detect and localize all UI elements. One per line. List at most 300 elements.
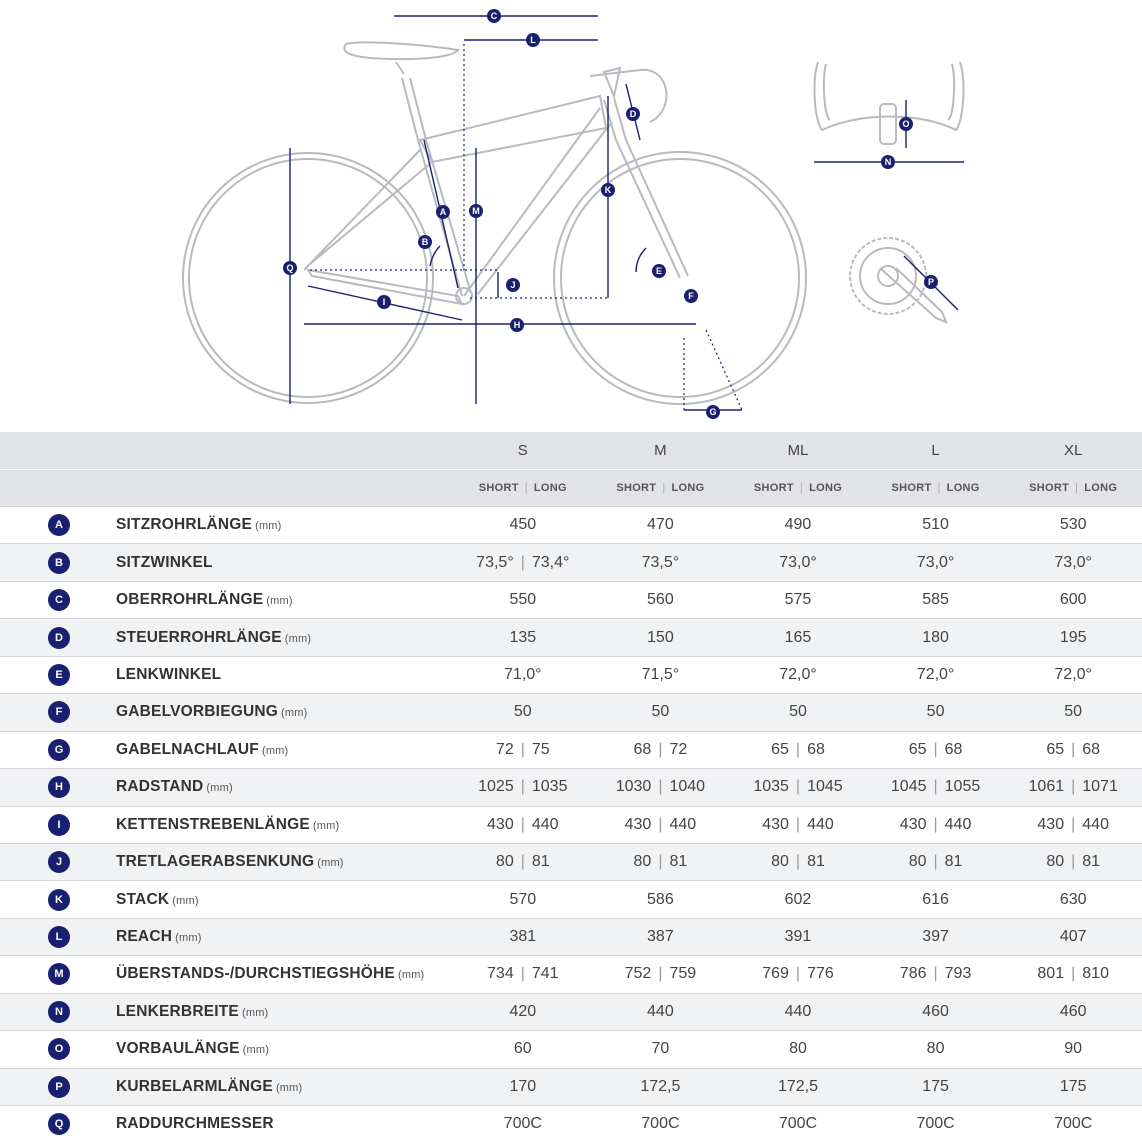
value-cell	[729, 656, 867, 693]
row-letter-cell	[0, 843, 116, 880]
value-cell	[729, 769, 867, 806]
value-long: 440	[944, 815, 972, 833]
table-row	[0, 1106, 1142, 1143]
measurement-name: SITZWINKEL	[116, 553, 213, 571]
value-long: 73,4°	[531, 553, 570, 571]
value-cell	[1004, 1106, 1142, 1143]
value-cell	[1004, 918, 1142, 955]
value-short: 65	[908, 740, 927, 758]
measurement-name: GABELNACHLAUF	[116, 740, 259, 758]
value-short: 700C	[916, 1115, 955, 1133]
value-long: 759	[669, 965, 697, 983]
row-letter-badge: D	[48, 627, 70, 649]
value-long: 810	[1082, 965, 1109, 983]
table-row	[0, 993, 1142, 1030]
value-long: 81	[531, 853, 550, 871]
value-cell	[592, 993, 730, 1030]
value-short: 1045	[890, 778, 927, 796]
size-header: XL	[1004, 432, 1142, 470]
marker-E	[652, 264, 666, 278]
measurement-name: RADDURCHMESSER	[116, 1115, 274, 1133]
row-letter-cell	[0, 1031, 116, 1068]
value-separator: |	[1071, 853, 1076, 871]
marker-N	[881, 155, 895, 169]
value-cell	[867, 1068, 1005, 1105]
table-row	[0, 918, 1142, 955]
value-short: 50	[926, 703, 945, 721]
value-cell	[867, 581, 1005, 618]
value-separator: |	[658, 965, 663, 983]
value-short: 700C	[778, 1115, 818, 1133]
value-cell	[454, 581, 592, 618]
value-short: 490	[784, 516, 812, 534]
value-cell	[592, 731, 730, 768]
row-letter-badge: F	[48, 701, 70, 723]
value-short: 440	[784, 1002, 812, 1020]
value-cell	[867, 769, 1005, 806]
value-short: 80	[495, 853, 514, 871]
marker-Q	[283, 261, 297, 275]
value-short: 786	[899, 965, 927, 983]
value-cell	[454, 656, 592, 693]
value-cell	[592, 1031, 730, 1068]
value-long: 81	[807, 853, 825, 871]
value-cell	[1004, 881, 1142, 918]
value-short: 700C	[1054, 1115, 1093, 1133]
size-header: S	[454, 432, 592, 470]
measurement-unit: (mm)	[281, 707, 308, 720]
marker-letter: A	[439, 207, 447, 217]
row-name-cell	[116, 1031, 454, 1068]
table-row	[0, 1031, 1142, 1068]
value-short: 175	[922, 1077, 949, 1095]
variant-long-label: LONG	[533, 482, 567, 494]
header-empty	[116, 470, 454, 507]
row-name-cell	[116, 956, 454, 993]
value-short: 430	[1037, 815, 1065, 833]
value-cell	[729, 694, 867, 731]
row-name-cell	[116, 656, 454, 693]
value-cell	[729, 544, 867, 581]
value-short: 1025	[478, 778, 514, 796]
value-short: 616	[922, 890, 949, 908]
value-cell	[454, 918, 592, 955]
value-short: 602	[784, 890, 812, 908]
value-long: 741	[531, 965, 559, 983]
value-cell	[867, 731, 1005, 768]
value-short: 575	[784, 591, 812, 609]
value-short: 80	[789, 1040, 807, 1058]
value-separator: |	[795, 740, 801, 758]
bike-geometry-diagram	[0, 0, 1142, 432]
measurement-unit: (mm)	[241, 1006, 269, 1019]
value-cell	[454, 843, 592, 880]
value-short: 801	[1037, 965, 1065, 983]
table-row	[0, 843, 1142, 880]
value-long: 75	[531, 740, 550, 758]
row-letter-badge: M	[48, 963, 70, 985]
marker-L	[526, 33, 540, 47]
value-separator: |	[520, 740, 525, 758]
row-name-cell	[116, 993, 454, 1030]
row-letter-cell	[0, 507, 116, 544]
marker-letter: E	[655, 266, 663, 276]
measurement-unit: (mm)	[317, 857, 344, 870]
value-cell	[592, 843, 730, 880]
marker-G	[706, 405, 720, 419]
measurement-name: ÜBERSTANDS-/DURCHSTIEGSHÖHE	[116, 965, 395, 983]
handlebar-top-view	[814, 62, 964, 162]
marker-J	[506, 278, 520, 292]
value-long: 1035	[531, 778, 568, 796]
value-short: 586	[647, 890, 674, 908]
value-short: 65	[1046, 740, 1065, 758]
table-row	[0, 656, 1142, 693]
variant-short-label: SHORT	[1029, 482, 1070, 494]
value-cell	[454, 881, 592, 918]
variant-long-label: LONG	[946, 482, 980, 494]
value-short: 80	[1046, 853, 1065, 871]
value-short: 172,5	[777, 1077, 818, 1095]
value-short: 72,0°	[1054, 665, 1092, 683]
table-row	[0, 507, 1142, 544]
value-cell	[1004, 731, 1142, 768]
marker-B	[418, 235, 432, 249]
value-short: 407	[1059, 928, 1087, 946]
row-letter-badge: L	[48, 926, 70, 948]
geometry-table	[0, 432, 1142, 1143]
value-long: 440	[669, 815, 697, 833]
value-cell	[729, 843, 867, 880]
marker-letter: P	[927, 277, 935, 287]
row-letter-badge: I	[48, 814, 70, 836]
value-separator: |	[795, 853, 801, 871]
row-letter-cell	[0, 731, 116, 768]
row-letter-cell	[0, 1106, 116, 1143]
value-short: 700C	[641, 1115, 680, 1133]
row-name-cell	[116, 843, 454, 880]
value-short: 391	[784, 928, 812, 946]
value-short: 1061	[1028, 778, 1065, 796]
row-letter-badge: K	[48, 889, 70, 911]
value-long: 1071	[1082, 778, 1118, 796]
row-letter-badge: Q	[48, 1113, 70, 1135]
marker-D	[626, 107, 640, 121]
value-cell	[729, 1068, 867, 1105]
marker-letter: M	[472, 206, 480, 216]
value-cell	[592, 881, 730, 918]
value-short: 420	[509, 1002, 537, 1020]
marker-letter: H	[513, 320, 521, 330]
value-separator: |	[1071, 778, 1076, 796]
value-cell	[729, 806, 867, 843]
value-short: 80	[633, 853, 652, 871]
value-short: 510	[922, 516, 949, 534]
value-cell	[729, 1106, 867, 1143]
value-cell	[1004, 993, 1142, 1030]
value-short: 430	[624, 815, 652, 833]
value-long: 81	[1082, 853, 1101, 871]
variant-short-label: SHORT	[616, 482, 657, 494]
value-short: 600	[1059, 591, 1087, 609]
value-long: 81	[669, 853, 688, 871]
marker-letter: N	[884, 157, 892, 167]
row-letter-badge: B	[48, 552, 70, 574]
value-cell	[1004, 656, 1142, 693]
value-separator: |	[520, 815, 525, 833]
value-cell	[1004, 806, 1142, 843]
value-long: 440	[1082, 815, 1109, 833]
row-name-cell	[116, 507, 454, 544]
value-cell	[1004, 507, 1142, 544]
row-letter-badge: A	[48, 514, 70, 536]
marker-letter: F	[688, 291, 694, 301]
row-letter-cell	[0, 694, 116, 731]
row-name-cell	[116, 881, 454, 918]
variant-header	[729, 470, 867, 507]
value-cell	[729, 881, 867, 918]
value-cell	[592, 544, 730, 581]
row-letter-badge: H	[48, 776, 70, 798]
value-cell	[867, 956, 1005, 993]
marker-M	[469, 204, 483, 218]
value-short: 73,0°	[916, 553, 955, 571]
marker-letter: I	[382, 297, 386, 307]
value-cell	[867, 806, 1005, 843]
measurement-unit: (mm)	[261, 744, 289, 757]
value-separator: |	[658, 853, 663, 871]
value-cell	[867, 843, 1005, 880]
value-short: 50	[1064, 703, 1083, 721]
value-cell	[592, 619, 730, 656]
value-cell	[867, 1031, 1005, 1068]
measurement-name: STEUERROHRLÄNGE	[116, 628, 282, 646]
value-short: 72,0°	[916, 665, 955, 683]
row-letter-badge: C	[48, 589, 70, 611]
table-row	[0, 806, 1142, 843]
value-short: 430	[487, 815, 514, 833]
value-cell	[729, 956, 867, 993]
value-cell	[867, 656, 1005, 693]
value-cell	[729, 619, 867, 656]
value-short: 180	[922, 628, 949, 646]
value-short: 73,0°	[779, 553, 817, 571]
value-cell	[592, 581, 730, 618]
value-separator: |	[658, 740, 663, 758]
value-long: 1045	[807, 778, 843, 796]
measurement-unit: (mm)	[242, 1044, 270, 1057]
row-letter-badge: J	[48, 851, 70, 873]
table-row	[0, 619, 1142, 656]
table-row	[0, 1068, 1142, 1105]
value-cell	[1004, 1068, 1142, 1105]
bike-frame	[304, 42, 688, 304]
value-short: 65	[771, 740, 789, 758]
value-short: 72	[495, 740, 514, 758]
geometry-table-body	[0, 507, 1142, 1143]
row-name-cell	[116, 694, 454, 731]
variant-header	[592, 470, 730, 507]
marker-letter: O	[902, 119, 910, 129]
value-short: 73,5°	[476, 553, 514, 571]
value-short: 73,5°	[641, 553, 680, 571]
value-long: 1040	[669, 778, 706, 796]
variant-header-row	[0, 470, 1142, 507]
measurement-name: KETTENSTREBENLÄNGE	[116, 815, 310, 833]
value-short: 630	[1059, 890, 1087, 908]
size-header-row	[0, 432, 1142, 470]
value-separator: |	[933, 778, 938, 796]
value-short: 381	[509, 928, 537, 946]
value-cell	[454, 507, 592, 544]
value-separator: |	[933, 965, 938, 983]
value-cell	[867, 544, 1005, 581]
row-letter-cell	[0, 956, 116, 993]
value-separator: |	[520, 778, 525, 796]
row-name-cell	[116, 769, 454, 806]
value-short: 460	[1059, 1002, 1087, 1020]
value-short: 60	[513, 1040, 532, 1058]
marker-A	[436, 205, 450, 219]
value-short: 450	[509, 516, 537, 534]
value-cell	[867, 993, 1005, 1030]
marker-letter: G	[709, 407, 717, 417]
value-cell	[454, 544, 592, 581]
value-cell	[867, 1106, 1005, 1143]
value-short: 50	[789, 703, 807, 721]
value-long: 1055	[944, 778, 981, 796]
value-separator: |	[933, 740, 938, 758]
row-letter-cell	[0, 581, 116, 618]
size-header: ML	[729, 432, 867, 470]
marker-letter: J	[510, 280, 516, 290]
row-letter-cell	[0, 619, 116, 656]
value-short: 1035	[753, 778, 789, 796]
crankset	[850, 238, 958, 322]
measurement-unit: (mm)	[397, 969, 425, 982]
value-cell	[454, 1031, 592, 1068]
value-short: 470	[647, 516, 674, 534]
header-empty	[0, 470, 116, 507]
variant-long-label: LONG	[1084, 482, 1118, 494]
row-letter-badge: G	[48, 739, 70, 761]
value-short: 70	[651, 1040, 670, 1058]
value-long: 793	[944, 965, 972, 983]
measurement-name: GABELVORBIEGUNG	[116, 703, 279, 721]
row-name-cell	[116, 544, 454, 581]
value-cell	[454, 619, 592, 656]
value-separator: |	[1071, 815, 1076, 833]
value-short: 135	[509, 628, 537, 646]
value-long: 81	[944, 853, 963, 871]
value-cell	[1004, 769, 1142, 806]
value-long: 776	[807, 965, 834, 983]
measurement-unit: (mm)	[255, 520, 282, 533]
value-short: 1030	[615, 778, 652, 796]
value-short: 460	[922, 1002, 949, 1020]
variant-header	[1004, 470, 1142, 507]
value-short: 165	[784, 628, 812, 646]
value-cell	[1004, 619, 1142, 656]
value-cell	[592, 1068, 730, 1105]
value-cell	[729, 918, 867, 955]
value-cell	[867, 694, 1005, 731]
row-name-cell	[116, 1106, 454, 1143]
value-separator: |	[933, 853, 938, 871]
value-separator: |	[1071, 965, 1076, 983]
value-cell	[454, 769, 592, 806]
measurement-unit: (mm)	[175, 932, 202, 945]
table-row	[0, 769, 1142, 806]
value-cell	[454, 731, 592, 768]
table-row	[0, 581, 1142, 618]
marker-F	[684, 289, 698, 303]
value-cell	[454, 1068, 592, 1105]
marker-K	[601, 183, 615, 197]
value-short: 430	[762, 815, 789, 833]
value-cell	[867, 507, 1005, 544]
row-name-cell	[116, 619, 454, 656]
variant-separator: |	[524, 482, 528, 494]
row-letter-cell	[0, 881, 116, 918]
value-long: 68	[1082, 740, 1101, 758]
value-cell	[454, 694, 592, 731]
value-short: 80	[771, 853, 789, 871]
row-letter-cell	[0, 769, 116, 806]
value-long: 68	[944, 740, 963, 758]
value-cell	[729, 1031, 867, 1068]
measurement-name: SITZROHRLÄNGE	[116, 516, 253, 534]
value-long: 68	[807, 740, 825, 758]
header-empty	[116, 432, 454, 470]
marker-letter: C	[490, 11, 498, 21]
marker-C	[487, 9, 501, 23]
value-short: 195	[1059, 628, 1087, 646]
table-row	[0, 544, 1142, 581]
row-name-cell	[116, 581, 454, 618]
marker-letter: L	[530, 35, 536, 45]
value-short: 73,0°	[1054, 553, 1092, 571]
value-cell	[454, 1106, 592, 1143]
value-cell	[592, 918, 730, 955]
measurement-name: VORBAULÄNGE	[116, 1040, 240, 1058]
value-cell	[454, 993, 592, 1030]
value-short: 440	[647, 1002, 674, 1020]
value-separator: |	[658, 778, 663, 796]
value-separator: |	[795, 965, 801, 983]
measurement-name: TRETLAGERABSENKUNG	[116, 853, 315, 871]
value-cell	[867, 619, 1005, 656]
value-short: 80	[908, 853, 927, 871]
row-name-cell	[116, 731, 454, 768]
measurement-name: KURBELARMLÄNGE	[116, 1077, 273, 1095]
value-short: 68	[633, 740, 652, 758]
measurement-unit: (mm)	[312, 819, 340, 832]
size-header: L	[867, 432, 1005, 470]
value-short: 550	[509, 591, 537, 609]
row-letter-cell	[0, 918, 116, 955]
marker-I	[377, 295, 391, 309]
value-cell	[729, 993, 867, 1030]
variant-header	[867, 470, 1005, 507]
value-cell	[867, 881, 1005, 918]
value-cell	[1004, 581, 1142, 618]
value-separator: |	[658, 815, 663, 833]
marker-letter: B	[421, 237, 429, 247]
variant-header	[454, 470, 592, 507]
value-short: 387	[647, 928, 674, 946]
value-separator: |	[795, 778, 801, 796]
